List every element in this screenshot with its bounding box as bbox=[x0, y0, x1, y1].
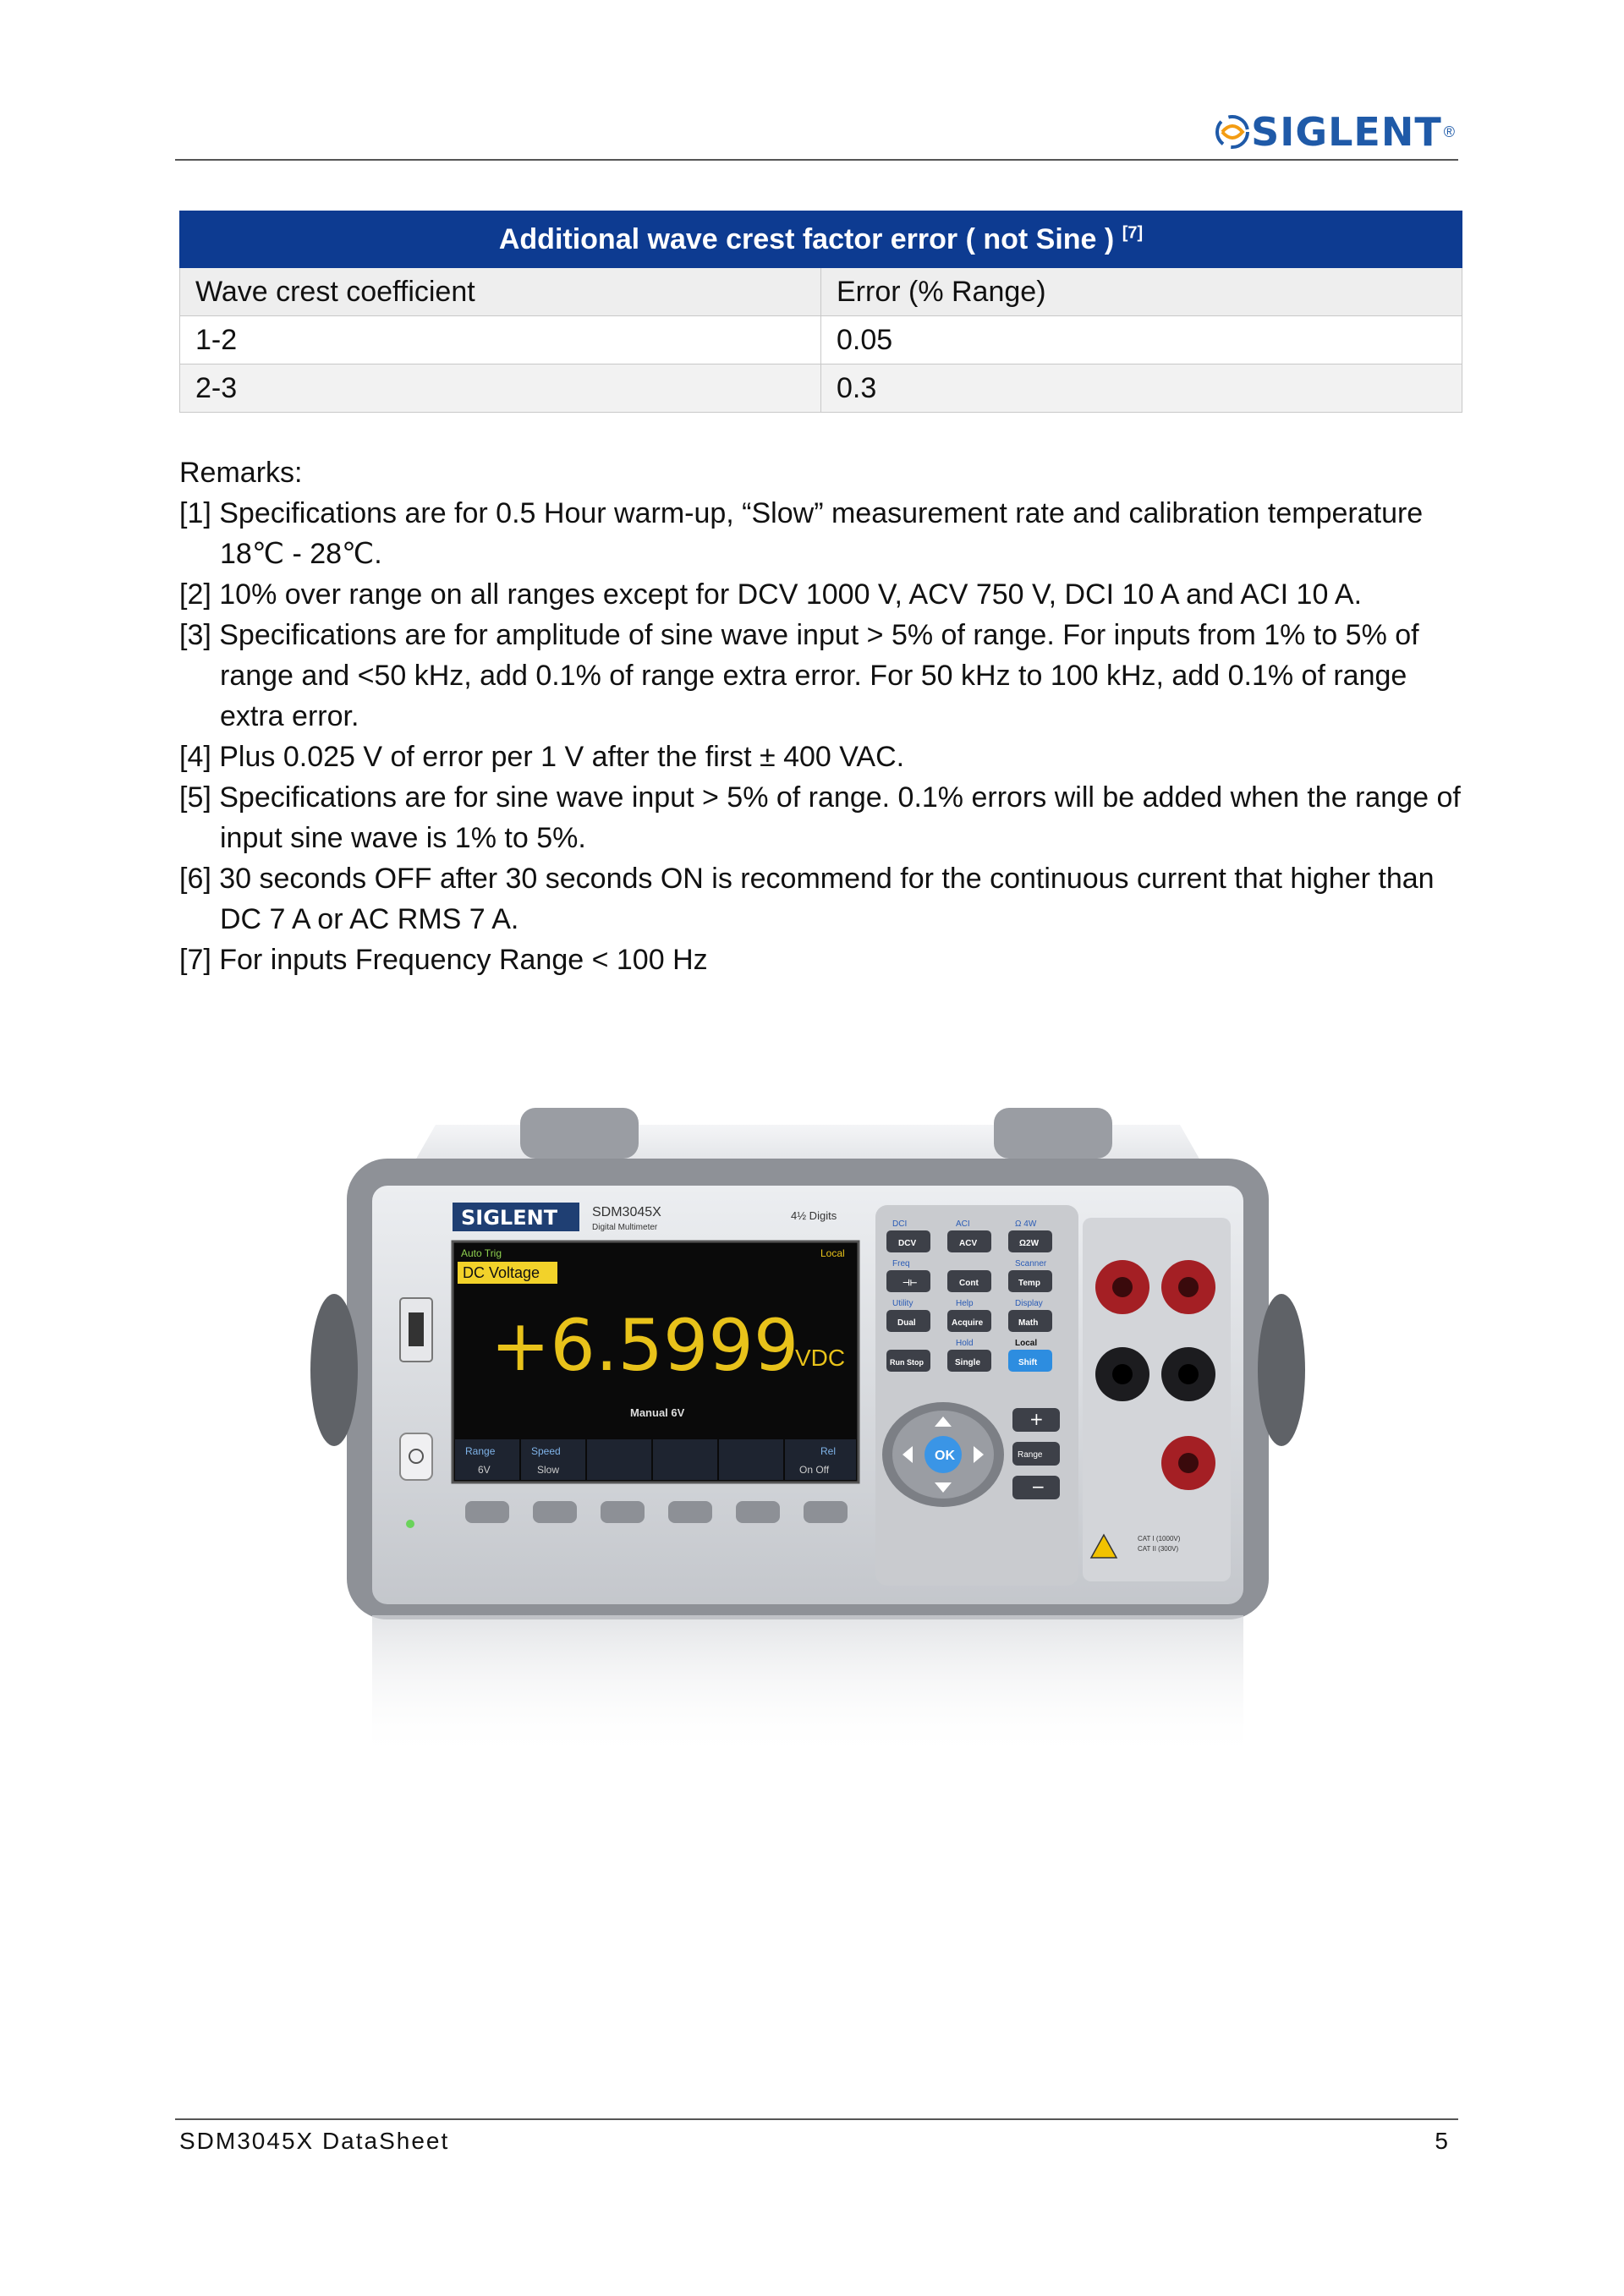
key-top-label: DCI bbox=[892, 1219, 908, 1229]
range-status: Manual 6V bbox=[630, 1406, 685, 1419]
column-header: Wave crest coefficient bbox=[180, 268, 821, 316]
floor-reflection bbox=[372, 1615, 1243, 1759]
key-top-label: Utility bbox=[892, 1299, 914, 1308]
measurement-reading: +6.5999 bbox=[491, 1304, 799, 1387]
mode-label: DC Voltage bbox=[463, 1264, 540, 1281]
brand-name: SIGLENT bbox=[1251, 109, 1442, 155]
svg-text:+: + bbox=[1029, 1409, 1044, 1429]
usb-slot bbox=[409, 1312, 424, 1346]
softkey-menu bbox=[455, 1439, 856, 1480]
nav-ok-label: OK bbox=[935, 1449, 955, 1463]
bumper-top-right bbox=[994, 1108, 1112, 1159]
footer-page-number: 5 bbox=[1435, 2128, 1448, 2154]
footer-doc-title: SDM3045X DataSheet bbox=[179, 2128, 450, 2154]
table-cell: 0.3 bbox=[821, 364, 1462, 413]
softkey-label: Range bbox=[465, 1445, 496, 1457]
table-header-row bbox=[180, 268, 1462, 316]
svg-text:−: − bbox=[1031, 1477, 1045, 1497]
key-top-label: Help bbox=[956, 1299, 974, 1308]
key-label: Cont bbox=[959, 1279, 979, 1288]
key-label: Acquire bbox=[952, 1318, 984, 1328]
navigation-pad bbox=[882, 1402, 1060, 1507]
panel-subtitle: Digital Multimeter bbox=[592, 1223, 658, 1232]
header-rule bbox=[175, 159, 1458, 161]
remarks-list bbox=[179, 493, 1465, 980]
panel-digits: 4½ Digits bbox=[791, 1209, 837, 1222]
table-cell: 1-2 bbox=[180, 316, 821, 364]
key-label: Math bbox=[1018, 1318, 1039, 1328]
table-title-text: Additional wave crest factor error ( not Sine ) bbox=[498, 222, 1115, 255]
softkey-label: Speed bbox=[531, 1445, 561, 1457]
remark-item: [6] 30 seconds OFF after 30 seconds ON is recommend for the continuous current that higher than DC 7 A or AC RMS 7 A. bbox=[179, 863, 1435, 935]
measurement-unit: VDC bbox=[795, 1345, 846, 1371]
remark-item: [7] For inputs Frequency Range < 100 Hz bbox=[179, 944, 708, 976]
key-label: Dual bbox=[897, 1318, 916, 1328]
input-terminals bbox=[1083, 1218, 1231, 1581]
key-top-label: Ω 4W bbox=[1015, 1219, 1037, 1229]
column-header: Error (% Range) bbox=[821, 268, 1462, 316]
panel-brand: SIGLENT bbox=[461, 1206, 558, 1230]
key-label: DCV bbox=[898, 1239, 917, 1248]
bumper-top-left bbox=[520, 1108, 639, 1159]
key-top-label: Freq bbox=[892, 1259, 910, 1269]
key-label: ⊣⊢ bbox=[903, 1279, 918, 1288]
status-local: Local bbox=[820, 1247, 845, 1259]
key-top-label: Display bbox=[1015, 1299, 1043, 1308]
key-label: Run Stop bbox=[890, 1358, 924, 1367]
softkey-value: 6V bbox=[478, 1464, 491, 1476]
remark-item: [5] Specifications are for sine wave input > 5% of range. 0.1% errors will be added when the range of input sine wave is 1% to 5%. bbox=[179, 781, 1461, 854]
remark-item: [3] Specifications are for amplitude of sine wave input > 5% of range. For inputs from 1% to 5% of range and <50 kHz, add 0.1% of range extra error. For 50 kHz to 100 kHz, add 0.1% of range extra error. bbox=[179, 619, 1419, 732]
remarks-section bbox=[179, 452, 1465, 980]
range-key-label: Range bbox=[1018, 1450, 1043, 1460]
side-knob-right bbox=[1258, 1294, 1305, 1446]
table-title bbox=[180, 211, 1462, 268]
key-label: Ω2W bbox=[1019, 1239, 1040, 1248]
softkey-label: Rel bbox=[820, 1445, 837, 1457]
remark-item: [1] Specifications are for 0.5 Hour warm-up, “Slow” measurement rate and calibration temperature 18℃ - 28℃. bbox=[179, 497, 1424, 570]
remark-item: [4] Plus 0.025 V of error per 1 V after the first ± 400 VAC. bbox=[179, 741, 905, 773]
terminal-rating: CAT II (300V) bbox=[1138, 1545, 1179, 1553]
softkey-value: Slow bbox=[537, 1464, 560, 1476]
table-cell: 0.05 bbox=[821, 316, 1462, 364]
side-knob-left bbox=[310, 1294, 358, 1446]
key-top-label: ACI bbox=[956, 1219, 970, 1229]
key-label: Single bbox=[955, 1358, 981, 1367]
power-button bbox=[400, 1433, 432, 1480]
remark-item: [2] 10% over range on all ranges except for DCV 1000 V, ACV 750 V, DCI 10 A and ACI 10 A. bbox=[179, 578, 1363, 611]
table-cell: 2-3 bbox=[180, 364, 821, 413]
key-label: ACV bbox=[959, 1239, 978, 1248]
key-top-label: Local bbox=[1015, 1339, 1038, 1348]
remarks-title: Remarks: bbox=[179, 457, 303, 489]
multimeter-product-image bbox=[300, 1091, 1315, 1767]
footer-rule bbox=[175, 2118, 1458, 2120]
table-row bbox=[180, 364, 1462, 413]
key-label: Temp bbox=[1018, 1279, 1040, 1288]
crest-factor-table bbox=[179, 211, 1462, 413]
siglent-swirl-icon bbox=[1214, 113, 1251, 151]
panel-model: SDM3045X bbox=[592, 1205, 661, 1219]
siglent-logo bbox=[1214, 108, 1455, 156]
power-led bbox=[406, 1520, 414, 1528]
key-top-label: Scanner bbox=[1015, 1259, 1047, 1269]
table-title-note: [7] bbox=[1122, 223, 1144, 243]
status-auto-trig: Auto Trig bbox=[461, 1247, 502, 1259]
table-row bbox=[180, 316, 1462, 364]
key-top-label: Hold bbox=[956, 1339, 974, 1348]
registered-mark: ® bbox=[1443, 123, 1455, 140]
key-label: Shift bbox=[1018, 1358, 1038, 1367]
softkey-value: On Off bbox=[799, 1464, 830, 1476]
terminal-rating: CAT I (1000V) bbox=[1138, 1535, 1181, 1543]
